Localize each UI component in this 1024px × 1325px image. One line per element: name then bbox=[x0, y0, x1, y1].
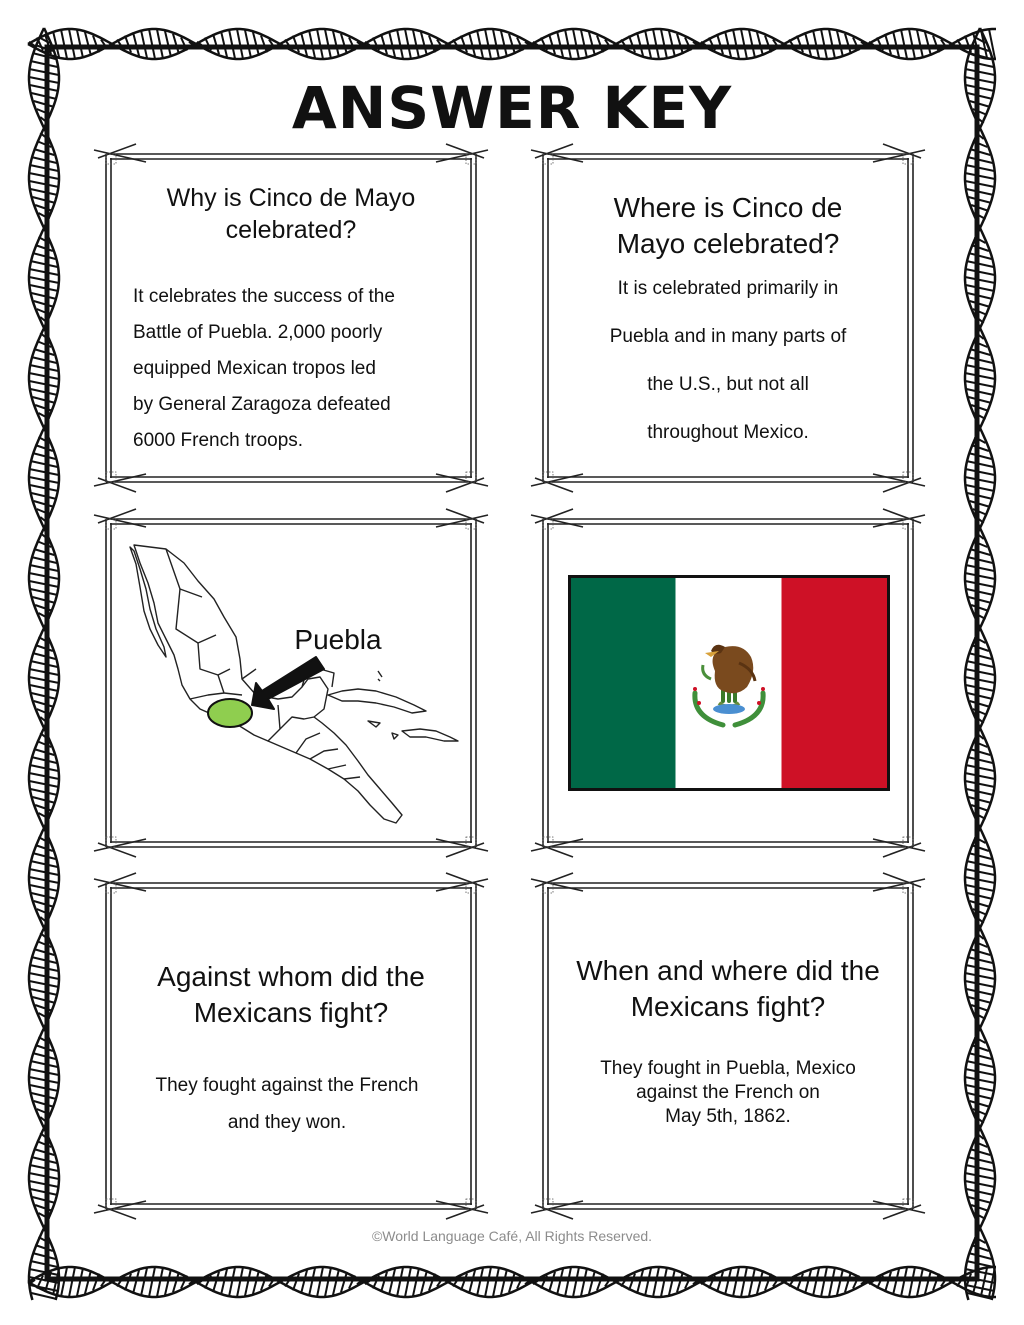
answer-line: against the French on bbox=[636, 1082, 820, 1103]
card-question: Why is Cinco de Mayo celebrated? bbox=[166, 184, 416, 244]
answer-line: May 5th, 1862. bbox=[665, 1106, 791, 1127]
answer-line: 6000 French troops. bbox=[133, 430, 304, 451]
card-border bbox=[543, 883, 913, 1209]
answer-line: by General Zaragoza defeated bbox=[133, 394, 391, 415]
page-title: ANSWER KEY bbox=[291, 74, 733, 142]
card-question: Where is Cinco de Mayo celebrated? bbox=[613, 192, 843, 259]
copyright-footer: ©World Language Café, All Rights Reserved. bbox=[371, 1228, 653, 1244]
map-label-puebla: Puebla bbox=[294, 624, 382, 655]
card-border bbox=[106, 883, 476, 1209]
flag-stripe-red bbox=[782, 577, 889, 790]
answer-line: equipped Mexican tropos led bbox=[133, 358, 376, 379]
card-map bbox=[106, 519, 476, 847]
flag-stripe-green bbox=[570, 577, 676, 790]
card-where-celebrated bbox=[543, 154, 913, 482]
card-flag bbox=[543, 519, 913, 847]
puebla-marker bbox=[208, 699, 252, 727]
answer-line: Battle of Puebla. 2,000 poorly bbox=[133, 322, 383, 343]
answer-line: throughout Mexico. bbox=[647, 422, 809, 443]
mexican-flag bbox=[568, 575, 890, 791]
arrow-icon bbox=[252, 657, 324, 709]
answer-line: It celebrates the success of the bbox=[133, 286, 395, 307]
answer-line: They fought in Puebla, Mexico bbox=[600, 1058, 856, 1079]
card-why-celebrated bbox=[106, 154, 476, 482]
card-when-where bbox=[543, 883, 913, 1209]
map-mexico-central-america bbox=[106, 519, 476, 847]
card-question: Against whom did the Mexicans fight? bbox=[157, 961, 425, 1028]
card-question: When and where did the Mexicans fight? bbox=[576, 955, 880, 1022]
card-against-whom bbox=[106, 883, 476, 1209]
answer-line: They fought against the French bbox=[155, 1075, 419, 1096]
answer-line: the U.S., but not all bbox=[647, 374, 809, 395]
answer-line: and they won. bbox=[227, 1112, 347, 1133]
answer-line: Puebla and in many parts of bbox=[609, 326, 847, 347]
answer-line: It is celebrated primarily in bbox=[617, 278, 839, 299]
